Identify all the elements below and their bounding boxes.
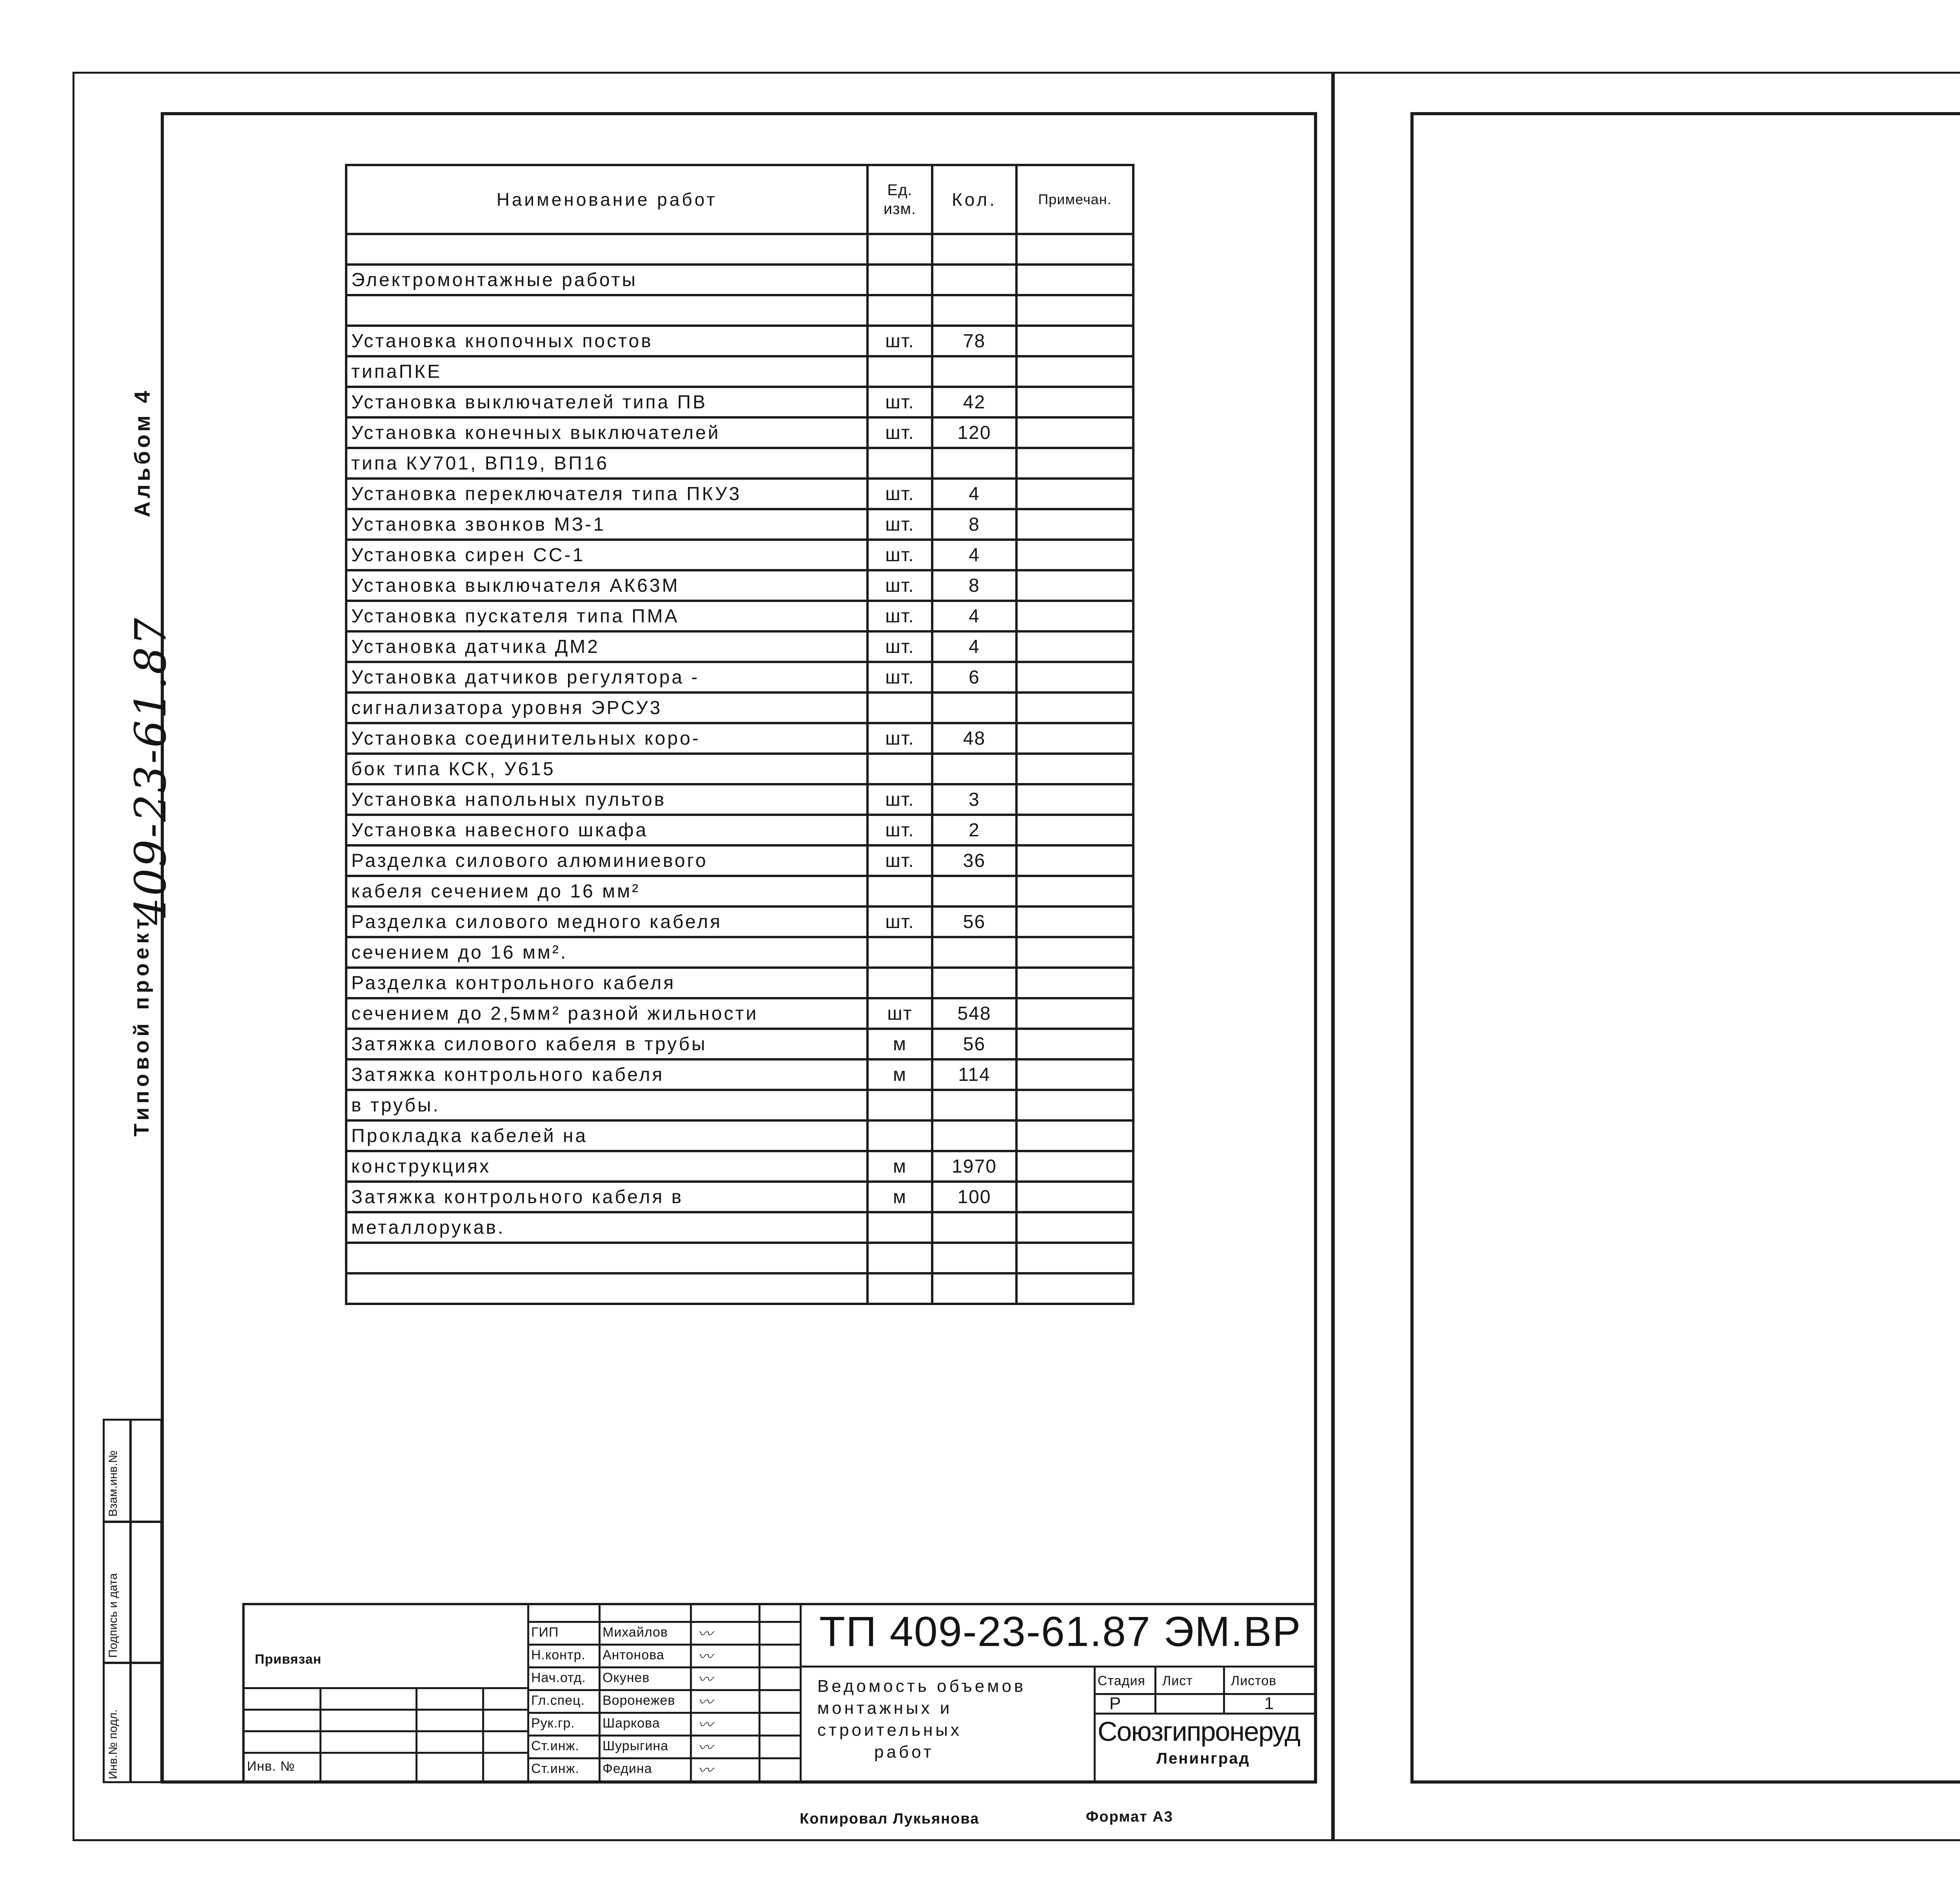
stamp-name: Шаркова (603, 1716, 660, 1731)
table-row (346, 1059, 1133, 1090)
cell-unit: м (867, 1182, 932, 1212)
cell-qty (932, 1243, 1016, 1273)
title-line: Ведомость объемов (817, 1677, 1026, 1696)
stamp-line (800, 1603, 802, 1783)
table-row (346, 509, 1133, 540)
table-row (346, 631, 1133, 662)
cell-unit: шт (867, 998, 932, 1029)
works-table (345, 164, 1134, 1305)
table-row (346, 662, 1133, 692)
cell-name: Установка сирен СС-1 (346, 540, 867, 570)
signature-icon: 〰 (698, 1648, 713, 1665)
cell-name: сечением до 2,5мм² разной жильности (346, 998, 867, 1029)
cell-qty (932, 265, 1016, 295)
cell-note (1016, 754, 1133, 784)
table-row (346, 906, 1133, 937)
cell-name (346, 295, 867, 326)
cell-qty (932, 754, 1016, 784)
cell-note (1016, 845, 1133, 876)
cell-qty (932, 876, 1016, 906)
album-label: Альбом 4 (130, 388, 154, 517)
cell-note (1016, 1059, 1133, 1090)
header-qty: Кол. (932, 165, 1016, 234)
cell-name: сечением до 16 мм². (346, 937, 867, 968)
table-row (346, 540, 1133, 570)
cell-qty (932, 1090, 1016, 1120)
stamp-line (242, 1752, 528, 1754)
left-format-note: Формат А3 (1086, 1809, 1173, 1825)
table-row (346, 845, 1133, 876)
stamp-line (527, 1712, 800, 1714)
table-header-row (346, 165, 1133, 234)
cell-note (1016, 631, 1133, 662)
table-row (346, 1273, 1133, 1304)
header-unit: Ед. изм. (867, 165, 932, 234)
cell-note (1016, 1090, 1133, 1120)
cell-unit (867, 356, 932, 387)
cell-unit: шт. (867, 845, 932, 876)
table-row (346, 234, 1133, 265)
cell-unit (867, 1273, 932, 1304)
signature-icon: 〰 (698, 1671, 713, 1688)
cell-unit (867, 1212, 932, 1243)
stamp-line (800, 1666, 1317, 1668)
stamp-line (1154, 1666, 1156, 1713)
cell-note (1016, 1120, 1133, 1151)
stamp-role: ГИП (531, 1625, 559, 1640)
stamp-line (527, 1735, 800, 1737)
cell-name (346, 234, 867, 265)
table-row (346, 937, 1133, 968)
cell-name: Установка переключателя типа ПКУ3 (346, 479, 867, 509)
cell-name: Разделка силового медного кабеля (346, 906, 867, 937)
stamp-line (242, 1709, 528, 1711)
table-row (346, 326, 1133, 356)
stamp-role: Н.контр. (531, 1648, 586, 1662)
side-stamp-divider (103, 1521, 162, 1523)
cell-qty (932, 1273, 1016, 1304)
stamp-line (1223, 1666, 1225, 1713)
stamp-name: Антонова (603, 1648, 664, 1662)
cell-note (1016, 540, 1133, 570)
cell-note (1016, 509, 1133, 540)
table-row (346, 998, 1133, 1029)
organization: Союзгипронеруд (1098, 1716, 1300, 1747)
cell-unit: шт. (867, 509, 932, 540)
table-row (346, 1120, 1133, 1151)
cell-note (1016, 723, 1133, 754)
project-label: Типовой проект (130, 915, 153, 1137)
cell-qty: 1970 (932, 1151, 1016, 1182)
cell-unit: м (867, 1059, 932, 1090)
stamp-name: Окунев (603, 1670, 650, 1685)
cell-name: Установка конечных выключателей (346, 417, 867, 448)
cell-note (1016, 815, 1133, 845)
stamp-role: Ст.инж. (531, 1761, 579, 1776)
cell-name: Установка кнопочных постов (346, 326, 867, 356)
cell-name: металлорукав. (346, 1212, 867, 1243)
cell-unit (867, 1090, 932, 1120)
cell-name: типаПКЕ (346, 356, 867, 387)
side-cell-vzam: Взам.инв.№ (107, 1450, 120, 1517)
stamp-line (527, 1689, 800, 1691)
cell-unit: шт. (867, 570, 932, 601)
cell-name: Затяжка силового кабеля в трубы (346, 1029, 867, 1059)
project-code: 409-23-61.87 (125, 616, 176, 925)
cell-name: Установка датчиков регулятора - (346, 662, 867, 692)
table-row (346, 815, 1133, 845)
table-row (346, 601, 1133, 631)
table-row (346, 876, 1133, 906)
side-stamp-divider (129, 1419, 132, 1783)
cell-unit (867, 937, 932, 968)
cell-qty: 120 (932, 417, 1016, 448)
cell-unit: шт. (867, 387, 932, 417)
cell-unit (867, 968, 932, 998)
title-line: монтажных и (817, 1699, 953, 1718)
signature-icon: 〰 (698, 1762, 713, 1779)
cell-unit: шт. (867, 479, 932, 509)
table-row (346, 1029, 1133, 1059)
stamp-line (759, 1603, 760, 1783)
stamp-line (527, 1621, 800, 1623)
stamp-name: Федина (603, 1761, 652, 1776)
cell-name: Прокладка кабелей на (346, 1120, 867, 1151)
cell-name: Разделка силового алюминиевого (346, 845, 867, 876)
cell-name: Установка соединительных коро- (346, 723, 867, 754)
cell-qty: 548 (932, 998, 1016, 1029)
cell-note (1016, 662, 1133, 692)
cell-note (1016, 1273, 1133, 1304)
cell-unit (867, 265, 932, 295)
sheets-label: Листов (1231, 1673, 1277, 1688)
cell-note (1016, 234, 1133, 265)
cell-unit: шт. (867, 540, 932, 570)
cell-qty (932, 295, 1016, 326)
side-cell-podpis: Подпись и дата (107, 1573, 120, 1658)
cell-note (1016, 937, 1133, 968)
title-line: строительных (817, 1720, 962, 1740)
cell-unit: м (867, 1029, 932, 1059)
cell-name: Установка выключателя АК63М (346, 570, 867, 601)
cell-qty (932, 968, 1016, 998)
cell-qty (932, 1212, 1016, 1243)
table-row (346, 265, 1133, 295)
cell-note (1016, 601, 1133, 631)
cell-qty (932, 356, 1016, 387)
cell-note (1016, 479, 1133, 509)
cell-note (1016, 570, 1133, 601)
table-row (346, 1243, 1133, 1273)
cell-qty: 8 (932, 509, 1016, 540)
table-row (346, 754, 1133, 784)
cell-qty: 4 (932, 631, 1016, 662)
cell-name: типа КУ701, ВП19, ВП16 (346, 448, 867, 479)
table-row (346, 968, 1133, 998)
stamp-line (527, 1644, 800, 1646)
cell-name: Установка выключателей типа ПВ (346, 387, 867, 417)
stamp-line (690, 1603, 692, 1783)
table-row (346, 356, 1133, 387)
stamp-line (527, 1757, 800, 1759)
cell-unit: шт. (867, 326, 932, 356)
table-row (346, 1212, 1133, 1243)
table-row (346, 723, 1133, 754)
header-note: Примечан. (1016, 165, 1133, 234)
cell-unit: шт. (867, 815, 932, 845)
cell-qty: 48 (932, 723, 1016, 754)
cell-name: кабеля сечением до 16 мм² (346, 876, 867, 906)
cell-unit: шт. (867, 906, 932, 937)
cell-qty: 2 (932, 815, 1016, 845)
city: Ленинград (1156, 1750, 1250, 1767)
side-stamp-divider (103, 1662, 162, 1664)
cell-unit: шт. (867, 723, 932, 754)
table-row (346, 417, 1133, 448)
cell-qty: 3 (932, 784, 1016, 815)
stage-value: Р (1109, 1694, 1122, 1713)
cell-name: Установка датчика ДМ2 (346, 631, 867, 662)
cell-qty: 4 (932, 479, 1016, 509)
stamp-line (527, 1666, 800, 1668)
stamp-role: Ст.инж. (531, 1738, 579, 1753)
cell-unit: шт. (867, 631, 932, 662)
cell-unit (867, 295, 932, 326)
cell-note (1016, 448, 1133, 479)
cell-note (1016, 326, 1133, 356)
cell-unit (867, 692, 932, 723)
cell-name: Установка напольных пультов (346, 784, 867, 815)
cell-note (1016, 1182, 1133, 1212)
cell-unit: м (867, 1151, 932, 1182)
table-row (346, 479, 1133, 509)
cell-note (1016, 784, 1133, 815)
stamp-role: Гл.спец. (531, 1693, 585, 1708)
cell-unit (867, 448, 932, 479)
stamp-line (319, 1687, 321, 1783)
privyazan-label: Привязан (255, 1652, 322, 1667)
document-title (817, 1675, 1026, 1763)
cell-name (346, 1273, 867, 1304)
table-row (346, 1151, 1133, 1182)
cell-name: конструкциях (346, 1151, 867, 1182)
cell-note (1016, 1029, 1133, 1059)
sheets-total-value: 1 (1264, 1694, 1274, 1713)
stamp-line (1094, 1713, 1317, 1715)
table-row (346, 295, 1133, 326)
cell-qty: 78 (932, 326, 1016, 356)
cell-note (1016, 1243, 1133, 1273)
signature-icon: 〰 (698, 1716, 713, 1733)
cell-name: Затяжка контрольного кабеля в (346, 1182, 867, 1212)
cell-note (1016, 417, 1133, 448)
cell-unit (867, 234, 932, 265)
table-row (346, 784, 1133, 815)
stamp-line (482, 1687, 484, 1783)
cell-note (1016, 998, 1133, 1029)
table-row (346, 1182, 1133, 1212)
cell-unit: шт. (867, 662, 932, 692)
cell-name: Электромонтажные работы (346, 265, 867, 295)
cell-qty: 36 (932, 845, 1016, 876)
signature-icon: 〰 (698, 1739, 713, 1756)
cell-name (346, 1243, 867, 1273)
stamp-role: Нач.отд. (531, 1670, 586, 1685)
cell-qty: 56 (932, 1029, 1016, 1059)
cell-qty: 4 (932, 601, 1016, 631)
stamp-line (1094, 1693, 1317, 1695)
table-row (346, 570, 1133, 601)
signature-icon: 〰 (698, 1625, 713, 1642)
table-row (346, 387, 1133, 417)
right-sheet-frame (1410, 112, 1960, 1784)
stamp-line (599, 1603, 601, 1783)
sheet-label: Лист (1162, 1673, 1193, 1688)
cell-qty (932, 1120, 1016, 1151)
table-row (346, 448, 1133, 479)
cell-qty (932, 692, 1016, 723)
stamp-role: Рук.гр. (531, 1716, 575, 1731)
cell-qty (932, 234, 1016, 265)
cell-qty: 42 (932, 387, 1016, 417)
cell-note (1016, 295, 1133, 326)
cell-note (1016, 387, 1133, 417)
stamp-name: Шурыгина (603, 1738, 669, 1753)
cell-unit: шт. (867, 417, 932, 448)
stamp-name: Михайлов (603, 1625, 668, 1640)
stamp-line (242, 1687, 528, 1689)
cell-name: Установка навесного шкафа (346, 815, 867, 845)
signature-icon: 〰 (698, 1693, 713, 1711)
cell-name: сигнализатора уровня ЭРСУ3 (346, 692, 867, 723)
cell-qty: 56 (932, 906, 1016, 937)
cell-note (1016, 1212, 1133, 1243)
stamp-line (1094, 1666, 1096, 1783)
cell-name: в трубы. (346, 1090, 867, 1120)
cell-unit: шт. (867, 784, 932, 815)
cell-note (1016, 906, 1133, 937)
cell-note (1016, 356, 1133, 387)
title-line: работ (874, 1742, 934, 1762)
table-row (346, 692, 1133, 723)
cell-qty: 6 (932, 662, 1016, 692)
stamp-line (416, 1687, 417, 1783)
cell-note (1016, 692, 1133, 723)
cell-name: Разделка контрольного кабеля (346, 968, 867, 998)
cell-note (1016, 876, 1133, 906)
stage-label: Стадия (1098, 1673, 1145, 1688)
cell-unit: шт. (867, 601, 932, 631)
document-code: ТП 409-23-61.87 ЭМ.ВР (819, 1608, 1301, 1655)
cell-qty: 100 (932, 1182, 1016, 1212)
cell-note (1016, 265, 1133, 295)
cell-qty: 8 (932, 570, 1016, 601)
cell-unit (867, 1243, 932, 1273)
cell-name: Затяжка контрольного кабеля (346, 1059, 867, 1090)
left-copied-note: Копировал Лукьянова (800, 1811, 980, 1827)
cell-name: бок типа КСК, У615 (346, 754, 867, 784)
inv-no-label: Инв. № (247, 1759, 295, 1774)
cell-qty (932, 448, 1016, 479)
cell-name: Установка звонков МЗ-1 (346, 509, 867, 540)
table-row (346, 1090, 1133, 1120)
side-cell-inv-podl: Инв.№ подл. (107, 1709, 120, 1779)
cell-note (1016, 1151, 1133, 1182)
cell-unit (867, 1120, 932, 1151)
cell-unit (867, 876, 932, 906)
cell-name: Установка пускателя типа ПМА (346, 601, 867, 631)
cell-qty (932, 937, 1016, 968)
stamp-name: Воронежев (603, 1693, 675, 1708)
table-body (346, 234, 1133, 1304)
stamp-line (242, 1730, 528, 1732)
cell-qty: 4 (932, 540, 1016, 570)
cell-note (1016, 968, 1133, 998)
cell-unit (867, 754, 932, 784)
header-name: Наименование работ (346, 165, 867, 234)
stamp-line (527, 1603, 529, 1783)
cell-qty: 114 (932, 1059, 1016, 1090)
